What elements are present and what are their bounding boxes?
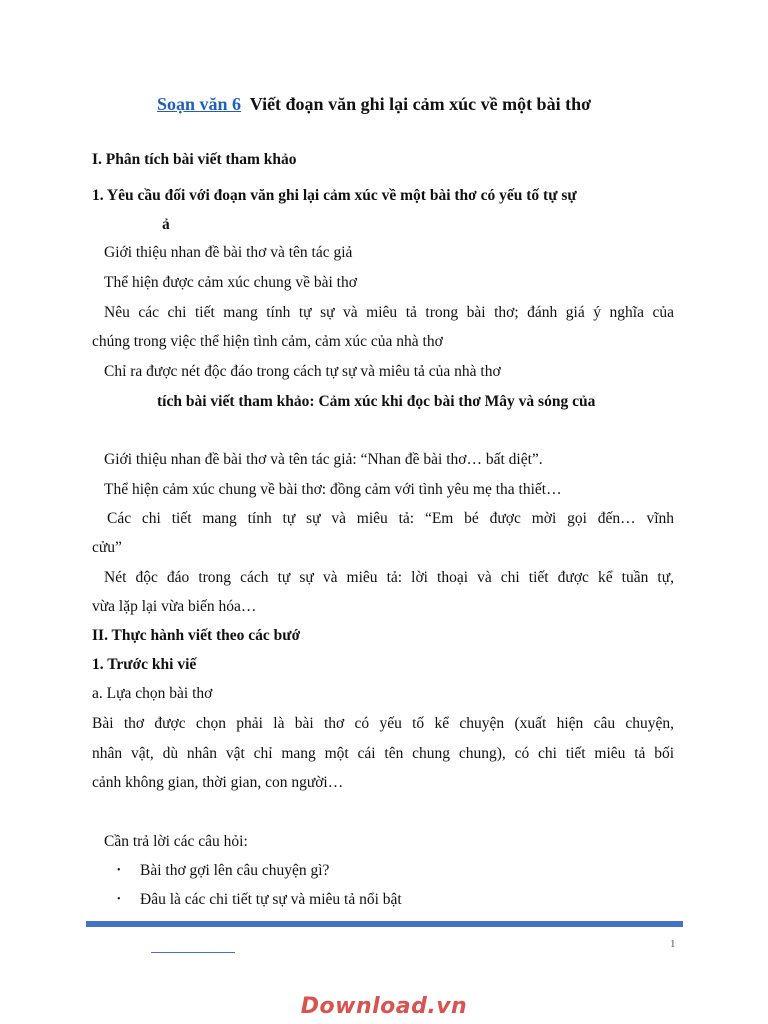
list-item: Đâu là các chi tiết tự sự và miêu tả nổi bật [140, 891, 402, 908]
section-heading-2: II. Thực hành viết theo các bướ [92, 627, 301, 644]
brand-logo: Download.vn [300, 994, 468, 1019]
paragraph-line: Các chi tiết mang tính tự sự và miêu tả: “Em bé được mời gọi đến… vĩnh [107, 510, 674, 527]
footer-link-underline[interactable] [151, 952, 235, 953]
title-text: Viết đoạn văn ghi lại cảm xúc về một bài thơ [249, 94, 592, 114]
soan-van-6-link[interactable]: Soạn văn 6 [157, 94, 242, 114]
paragraph-line: a. Lựa chọn bài thơ [92, 685, 213, 702]
subheading-analysis: tích bài viết tham khảo: Cảm xúc khi đọc bài thơ Mây và sóng của [157, 393, 596, 410]
page-number: 1 [670, 938, 676, 950]
paragraph-line: Giới thiệu nhan đề bài thơ và tên tác giả [104, 244, 353, 261]
bullet-icon: • [117, 894, 121, 905]
stray-fragment: ả [162, 216, 170, 233]
paragraph-line: Nét độc đáo trong cách tự sự và miêu tả: lời thoại và chi tiết được kể tuần tự, [104, 569, 674, 586]
paragraph-line: cảnh không gian, thời gian, con người… [92, 774, 344, 791]
paragraph-line: nhân vật, dù nhân vật chỉ mang một cái tên chung chung), có chi tiết miêu tả bối [92, 745, 674, 762]
subheading-before-writing: 1. Trước khi viế [92, 656, 197, 673]
subheading-requirements: 1. Yêu cầu đối với đoạn văn ghi lại cảm xúc về một bài thơ có yếu tố tự sự [92, 187, 577, 204]
paragraph-line: Giới thiệu nhan đề bài thơ và tên tác giả: “Nhan đề bài thơ… bất diệt”. [104, 451, 543, 468]
paragraph-line: Cần trả lời các câu hỏi: [104, 833, 248, 850]
section-heading-1: I. Phân tích bài viết tham khảo [92, 151, 297, 168]
paragraph-line: chúng trong việc thể hiện tình cảm, cảm xúc của nhà thơ [92, 333, 443, 350]
footer-divider [86, 921, 683, 927]
paragraph-line: Nêu các chi tiết mang tính tự sự và miêu tả trong bài thơ; đánh giá ý nghĩa của [104, 304, 674, 321]
paragraph-line: Thể hiện cảm xúc chung về bài thơ: đồng cảm với tình yêu mẹ tha thiết… [104, 481, 562, 498]
paragraph-line: Thể hiện được cảm xúc chung về bài thơ [104, 274, 357, 291]
paragraph-line: vừa lặp lại vừa biến hóa… [92, 598, 257, 615]
bullet-icon: • [117, 865, 121, 876]
paragraph-line: Bài thơ được chọn phải là bài thơ có yếu tố kể chuyện (xuất hiện câu chuyện, [92, 715, 674, 732]
paragraph-line: cửu” [92, 539, 122, 556]
list-item: Bài thơ gợi lên câu chuyện gì? [140, 862, 330, 879]
paragraph-line: Chỉ ra được nét độc đáo trong cách tự sự và miêu tả của nhà thơ [104, 363, 501, 380]
page-title [157, 94, 591, 115]
